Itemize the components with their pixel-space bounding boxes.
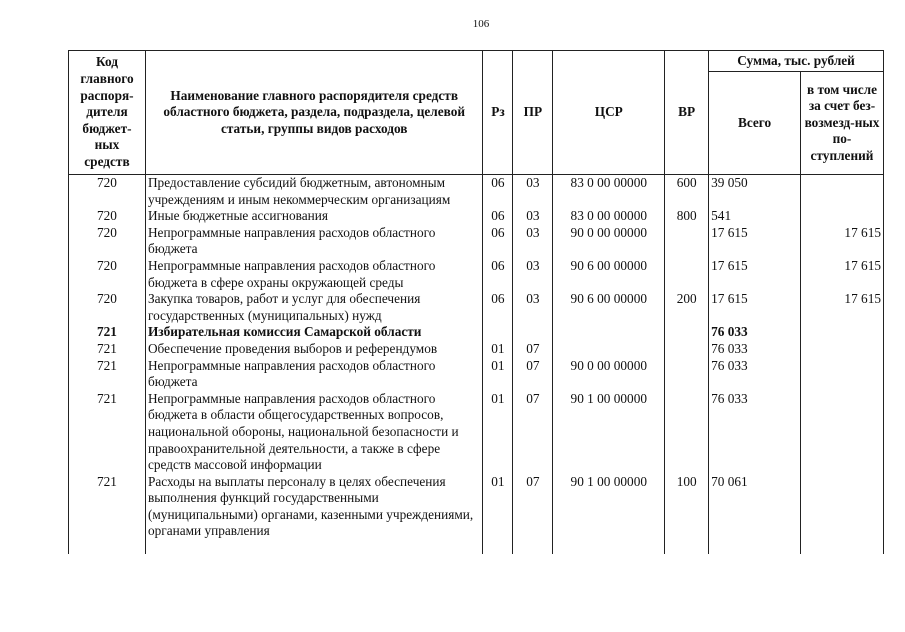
col-header-total: Всего — [709, 72, 801, 175]
cell-vr: 100 — [665, 474, 709, 554]
cell-name: Непрограммные направления расходов областного бюджета в сфере охраны окружающей среды — [145, 258, 483, 291]
cell-pr: 03 — [513, 225, 553, 258]
cell-pr: 03 — [513, 208, 553, 225]
cell-rz: 06 — [483, 258, 513, 291]
col-header-rz: Рз — [483, 51, 513, 175]
cell-pr: 07 — [513, 474, 553, 554]
cell-free — [801, 324, 884, 341]
table-row — [69, 175, 884, 209]
cell-total: 17 615 — [709, 225, 801, 258]
cell-rz: 06 — [483, 225, 513, 258]
cell-csr: 90 6 00 00000 — [553, 258, 665, 291]
cell-pr: 07 — [513, 341, 553, 358]
cell-vr: 200 — [665, 291, 709, 324]
cell-pr: 03 — [513, 291, 553, 324]
cell-code: 720 — [69, 175, 146, 209]
cell-pr: 03 — [513, 258, 553, 291]
cell-pr — [513, 324, 553, 341]
cell-vr — [665, 358, 709, 391]
col-header-pr: ПР — [513, 51, 553, 175]
col-header-sum-group: Сумма, тыс. рублей — [709, 51, 884, 72]
cell-free — [801, 474, 884, 554]
cell-total: 76 033 — [709, 391, 801, 474]
cell-rz: 01 — [483, 341, 513, 358]
cell-pr: 03 — [513, 175, 553, 209]
cell-code: 721 — [69, 391, 146, 474]
cell-pr: 07 — [513, 391, 553, 474]
col-header-vr: ВР — [665, 51, 709, 175]
table-row — [69, 208, 884, 225]
cell-total: 76 033 — [709, 324, 801, 341]
cell-name: Непрограммные направления расходов областного бюджета — [145, 358, 483, 391]
budget-table — [68, 50, 884, 554]
cell-vr — [665, 324, 709, 341]
cell-total: 17 615 — [709, 258, 801, 291]
cell-vr: 800 — [665, 208, 709, 225]
cell-name: Непрограммные направления расходов областного бюджета — [145, 225, 483, 258]
cell-csr — [553, 324, 665, 341]
cell-free — [801, 358, 884, 391]
cell-csr: 90 1 00 00000 — [553, 391, 665, 474]
cell-name: Расходы на выплаты персоналу в целях обеспечения выполнения функций государственными (муниципальными) органами, казенными учреждениями, органами управления — [145, 474, 483, 554]
col-header-csr: ЦСР — [553, 51, 665, 175]
col-header-free: в том числе за счет без-возмезд-ных по-ступлений — [801, 72, 884, 175]
cell-rz — [483, 324, 513, 341]
table-row — [69, 474, 884, 554]
cell-free: 17 615 — [801, 291, 884, 324]
cell-code: 721 — [69, 474, 146, 554]
cell-total: 76 033 — [709, 358, 801, 391]
cell-total: 39 050 — [709, 175, 801, 209]
cell-name: Иные бюджетные ассигнования — [145, 208, 483, 225]
cell-name: Избирательная комиссия Самарской области — [145, 324, 483, 341]
table-row — [69, 358, 884, 391]
cell-name: Предоставление субсидий бюджетным, автономным учреждениям и иным некоммерческим организациям — [145, 175, 483, 209]
table-row — [69, 391, 884, 474]
cell-total: 17 615 — [709, 291, 801, 324]
table-row — [69, 341, 884, 358]
cell-free — [801, 175, 884, 209]
cell-code: 721 — [69, 358, 146, 391]
cell-free: 17 615 — [801, 258, 884, 291]
cell-name: Обеспечение проведения выборов и референдумов — [145, 341, 483, 358]
col-header-code: Код главного распоря-дителя бюджет-ных средств — [69, 51, 146, 175]
cell-rz: 01 — [483, 474, 513, 554]
cell-csr: 90 1 00 00000 — [553, 474, 665, 554]
cell-rz: 06 — [483, 175, 513, 209]
cell-total: 76 033 — [709, 341, 801, 358]
cell-free — [801, 208, 884, 225]
table-row — [69, 324, 884, 341]
cell-name: Закупка товаров, работ и услуг для обеспечения государственных (муниципальных) нужд — [145, 291, 483, 324]
cell-rz: 06 — [483, 208, 513, 225]
cell-vr — [665, 225, 709, 258]
col-header-name: Наименование главного распорядителя средств областного бюджета, раздела, подраздела, целевой статьи, группы видов расходов — [145, 51, 483, 175]
cell-rz: 06 — [483, 291, 513, 324]
cell-free — [801, 341, 884, 358]
cell-csr — [553, 341, 665, 358]
cell-rz: 01 — [483, 391, 513, 474]
cell-code: 720 — [69, 291, 146, 324]
cell-free — [801, 391, 884, 474]
cell-csr: 90 6 00 00000 — [553, 291, 665, 324]
table-row — [69, 258, 884, 291]
cell-vr — [665, 341, 709, 358]
cell-name: Непрограммные направления расходов областного бюджета в области общегосударственных вопросов, национальной обороны, национальной безопасности и правоохранительной деятельности, а также в сфере средств массовой информации — [145, 391, 483, 474]
cell-code: 721 — [69, 324, 146, 341]
cell-csr: 90 0 00 00000 — [553, 225, 665, 258]
cell-csr: 90 0 00 00000 — [553, 358, 665, 391]
cell-total: 541 — [709, 208, 801, 225]
cell-vr — [665, 258, 709, 291]
cell-csr: 83 0 00 00000 — [553, 208, 665, 225]
table-row — [69, 225, 884, 258]
cell-rz: 01 — [483, 358, 513, 391]
cell-code: 721 — [69, 341, 146, 358]
page-number: 106 — [472, 18, 490, 30]
cell-free: 17 615 — [801, 225, 884, 258]
cell-vr: 600 — [665, 175, 709, 209]
cell-pr: 07 — [513, 358, 553, 391]
cell-csr: 83 0 00 00000 — [553, 175, 665, 209]
cell-code: 720 — [69, 208, 146, 225]
cell-total: 70 061 — [709, 474, 801, 554]
cell-code: 720 — [69, 225, 146, 258]
table-row — [69, 291, 884, 324]
cell-vr — [665, 391, 709, 474]
cell-code: 720 — [69, 258, 146, 291]
